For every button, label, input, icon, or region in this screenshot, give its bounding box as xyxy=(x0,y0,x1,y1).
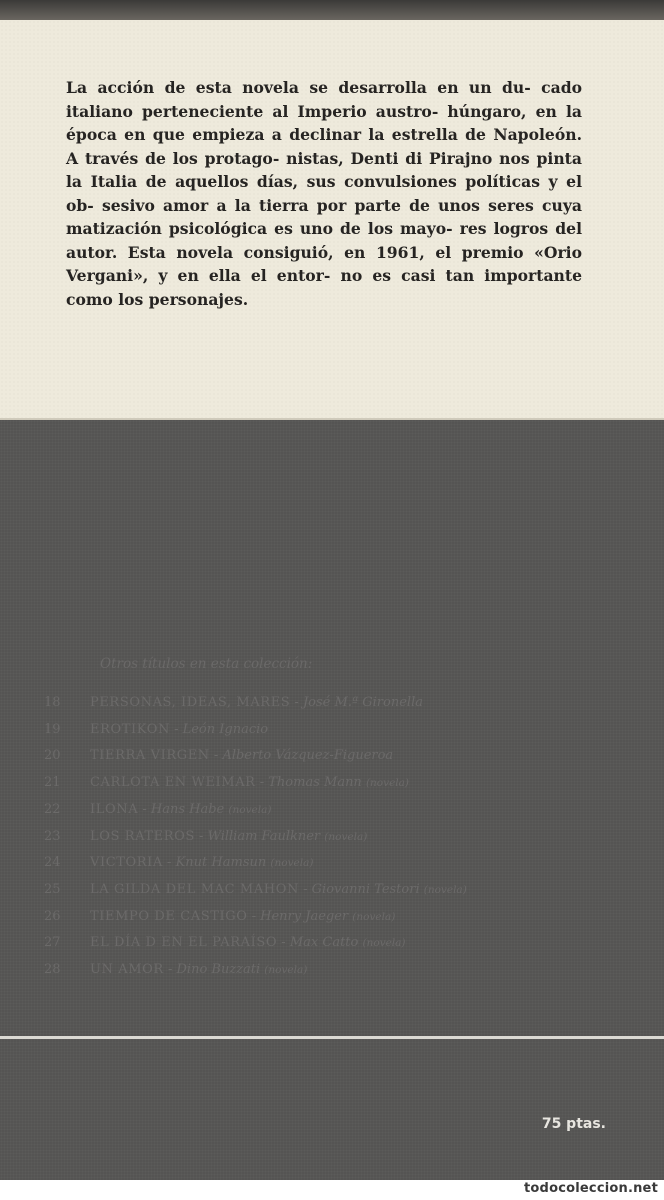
book-title: UN AMOR xyxy=(90,962,164,978)
title-number: 20 xyxy=(44,748,61,764)
synopsis-line: cado italiano perteneciente al Imperio austro- xyxy=(66,78,582,121)
separator: - xyxy=(162,855,176,871)
book-title: VICTORIA xyxy=(90,855,163,871)
collection-title-item xyxy=(44,770,664,797)
collection-title-item xyxy=(44,690,664,717)
book-genre: (novela) xyxy=(324,830,368,843)
book-title: LA GILDA DEL MAC MAHON xyxy=(90,881,299,897)
collection-title-item xyxy=(44,743,664,770)
synopsis-line: aquellos días, sus convulsiones políticas y el ob- xyxy=(66,172,582,215)
book-genre: (novela) xyxy=(365,777,409,790)
collection-title-item xyxy=(44,850,664,877)
book-author: José M.ª Gironella xyxy=(302,695,423,710)
separator: - xyxy=(277,935,290,951)
book-title: TIEMPO DE CASTIGO xyxy=(90,908,248,924)
separator: - xyxy=(298,881,312,897)
top-edge xyxy=(0,0,664,20)
book-author: Knut Hamsun xyxy=(175,855,267,871)
separator: - xyxy=(247,908,261,924)
title-number: 24 xyxy=(44,855,61,871)
separator: - xyxy=(255,775,269,791)
watermark-text: todocoleccion.net xyxy=(524,1181,658,1196)
book-title: CARLOTA EN WEIMAR xyxy=(90,775,256,791)
book-title: LOS RATEROS xyxy=(90,828,195,844)
synopsis-line: no es casi tan importante como los personajes. xyxy=(66,266,583,309)
collection-title-item xyxy=(44,797,664,824)
title-number: 23 xyxy=(44,828,61,844)
book-author: William Faulkner xyxy=(207,828,321,844)
title-number: 26 xyxy=(44,908,61,924)
book-title: TIERRA VIRGEN xyxy=(90,748,210,764)
book-author: Max Catto xyxy=(289,935,359,951)
collection-title-list xyxy=(44,690,664,984)
book-author: Dino Buzzati xyxy=(176,962,261,978)
synopsis-line: sesivo amor a la tierra por parte de unos seres xyxy=(101,195,534,215)
book-author: Thomas Mann xyxy=(268,775,362,791)
collection-title-item xyxy=(44,957,664,984)
title-number: 19 xyxy=(44,721,61,737)
book-genre: (novela) xyxy=(264,964,308,977)
book-genre: (novela) xyxy=(228,803,272,816)
book-title: ILONA xyxy=(90,801,139,817)
book-title: PERSONAS, IDEAS, MARES xyxy=(90,695,291,710)
title-number: 22 xyxy=(44,801,61,817)
book-genre: (novela) xyxy=(362,937,406,950)
synopsis-line: 1961, el premio «Orio Vergani», y en ella el entor- xyxy=(66,242,582,285)
title-number: 28 xyxy=(44,962,61,978)
title-number: 25 xyxy=(44,881,61,897)
title-number: 21 xyxy=(44,775,61,791)
book-author: León Ignacio xyxy=(182,721,269,737)
collection-title-item xyxy=(44,930,664,957)
title-number: 27 xyxy=(44,935,61,951)
title-number: 18 xyxy=(44,695,61,710)
collection-title-item xyxy=(44,877,664,904)
separator: - xyxy=(194,828,208,844)
divider-line xyxy=(0,1036,664,1039)
separator: - xyxy=(138,801,151,817)
separator: - xyxy=(209,748,223,764)
separator: - xyxy=(290,695,303,710)
collection-title-item xyxy=(44,824,664,851)
book-genre: (novela) xyxy=(352,910,396,923)
synopsis-line: húngaro, en la época en que empieza a declinar xyxy=(66,101,582,144)
separator: - xyxy=(169,721,183,737)
book-author: Alberto Vázquez-Figueroa xyxy=(222,748,394,764)
book-title: EL DÍA D EN EL PARAÍSO xyxy=(90,935,278,951)
book-author: Henry Jaeger xyxy=(260,908,349,924)
collection-heading: Otros títulos en esta colección: xyxy=(100,656,313,672)
separator: - xyxy=(163,962,177,978)
collection-title-item xyxy=(44,717,664,744)
price-label: 75 ptas. xyxy=(541,1116,606,1132)
synopsis-line: nistas, Denti di Pirajno nos pinta la Italia de xyxy=(66,148,582,191)
book-genre: (novela) xyxy=(270,857,314,870)
synopsis-line: cuya matización psicológica es uno de los mayo- xyxy=(66,195,582,238)
synopsis-line: La acción de esta novela se desarrolla en un du- xyxy=(66,78,531,97)
collection-title-item xyxy=(44,904,664,931)
synopsis-line: res logros del autor. Esta novela consiguió, en xyxy=(66,219,582,262)
book-genre: (novela) xyxy=(423,883,467,896)
synopsis-text xyxy=(66,76,582,311)
synopsis-line: la estrella de Napoleón. A través de los protago- xyxy=(66,125,582,168)
book-author: Hans Habe xyxy=(150,801,225,817)
book-title: EROTIKON xyxy=(90,721,170,737)
book-author: Giovanni Testori xyxy=(311,881,420,897)
